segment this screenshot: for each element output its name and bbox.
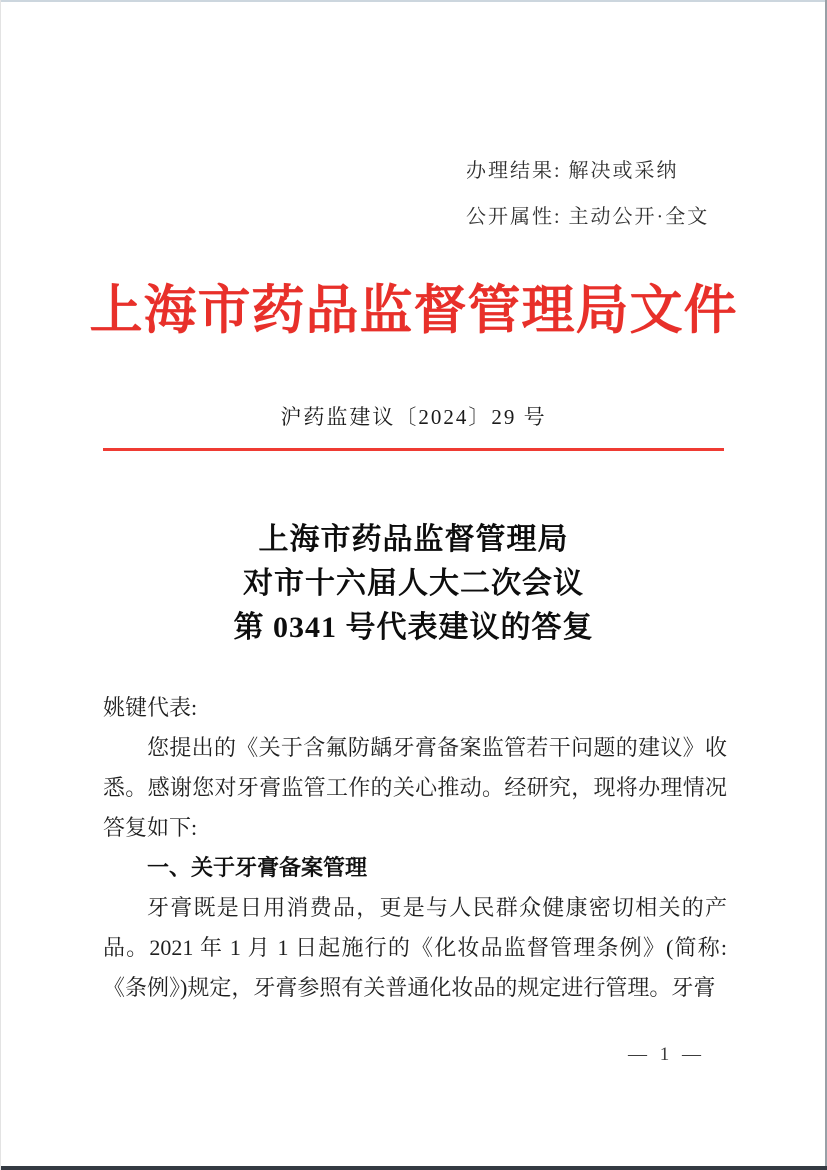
salutation: 姚键代表:	[103, 695, 198, 720]
red-divider-rule	[103, 448, 724, 451]
document-title-line-2: 对市十六届人大二次会议	[243, 567, 584, 600]
scan-edge-top	[0, 0, 827, 2]
letter-body	[103, 688, 727, 1008]
meta-block	[466, 148, 709, 240]
agency-letterhead: 上海市药品监督管理局文件	[89, 282, 738, 340]
document-title-line-1: 上海市药品监督管理局	[258, 523, 569, 556]
scan-edge-bottom	[0, 1166, 827, 1170]
section-heading-1: 一、关于牙膏备案管理	[147, 855, 368, 880]
paragraph-section-1: 牙膏既是日用消费品，更是与人民群众健康密切相关的产品。2021 年 1 月 1 日起施行的《化妆品监督管理条例》(简称:《条例》)规定，牙膏参照有关普通化妆品的规定进行管理。牙膏	[103, 895, 727, 1000]
handling-result: 办理结果: 解决或采纳	[466, 160, 679, 182]
document-number: 沪药监建议〔2024〕29 号	[280, 405, 547, 429]
document-title	[0, 518, 827, 650]
page-number: — 1 —	[628, 1044, 705, 1065]
document-title-line-3: 第 0341 号代表建议的答复	[233, 611, 594, 644]
paragraph-intro: 您提出的《关于含氟防龋牙膏备案监管若干问题的建议》收悉。感谢您对牙膏监管工作的关心推动。经研究，现将办理情况答复如下:	[103, 735, 727, 840]
publicity-attribute: 公开属性: 主动公开·全文	[466, 206, 710, 228]
